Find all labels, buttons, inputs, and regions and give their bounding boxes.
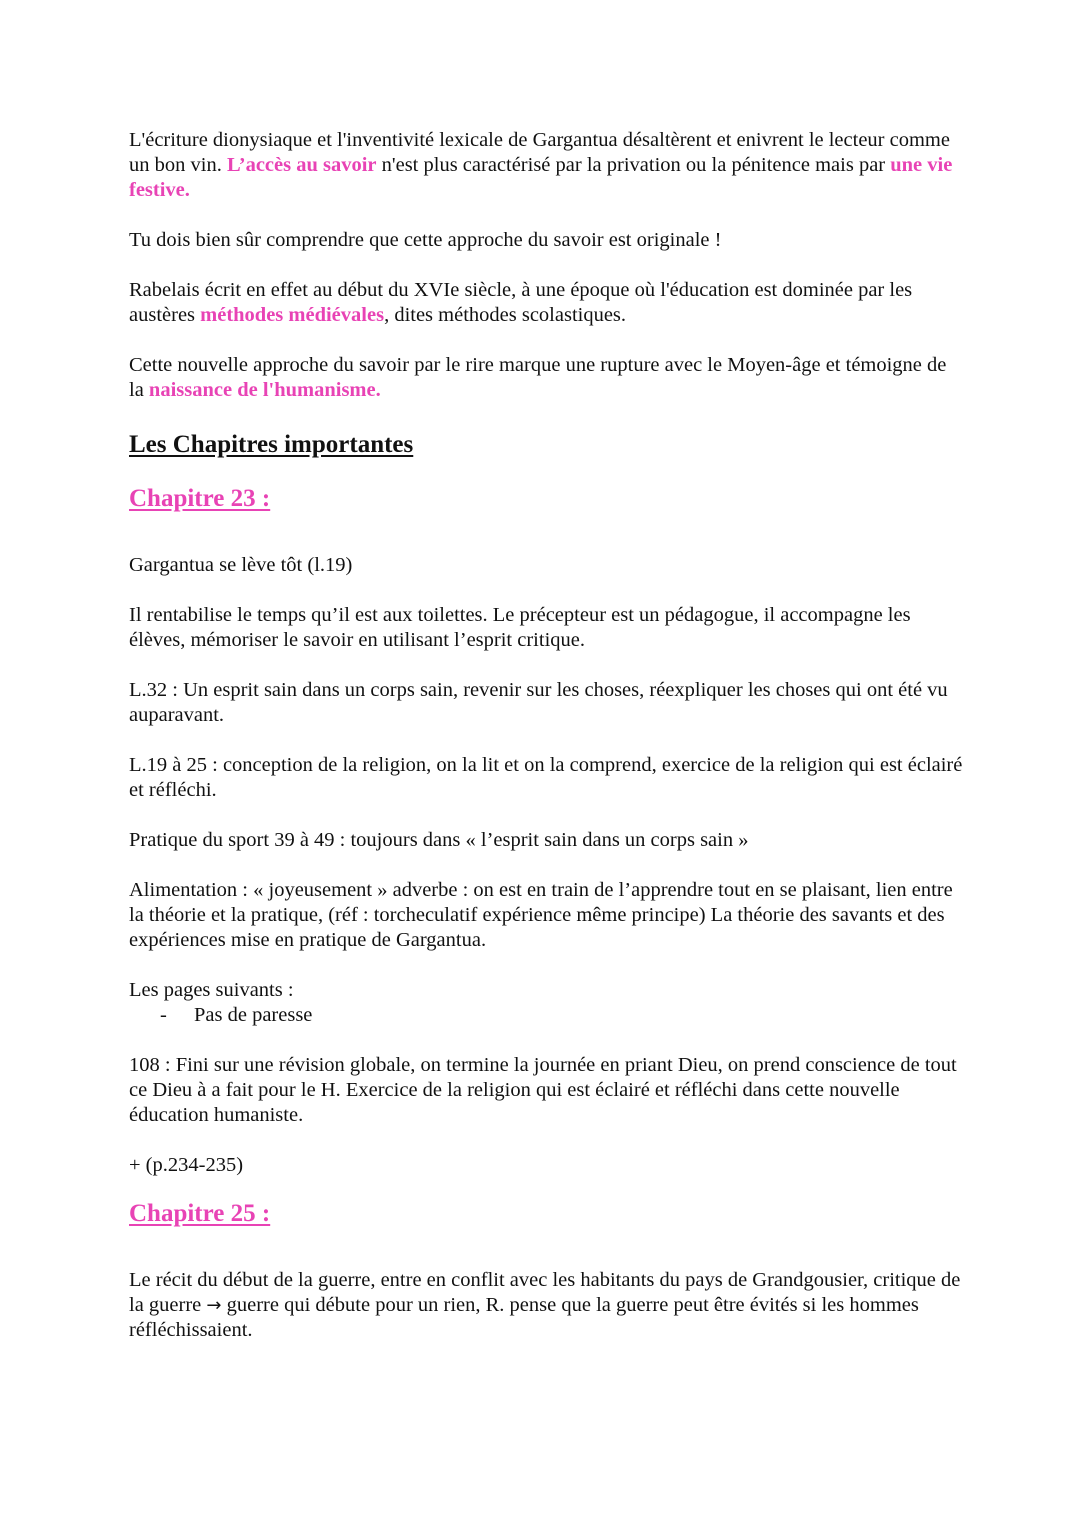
chapter-23-paragraph: + (p.234-235) [129, 1154, 244, 1176]
intro-text: , dites méthodes scolastiques. [384, 304, 627, 326]
section-heading: Les Chapitres importantes [129, 431, 414, 458]
chapter-23-paragraph: L.32 : Un esprit sain dans un corps sain, revenir sur les choses, réexpliquer les choses qui ont été vu auparavant. [129, 679, 948, 726]
highlight-text: méthodes médiévales [200, 304, 385, 326]
intro-text: Rabelais écrit en effet au début du XVIe siècle, à une époque où l'éducation est dominée par les austères [129, 279, 913, 326]
chapter-25-text: guerre qui débute pour un rien, R. pense que la guerre peut être évités si les hommes réfléchissaient. [129, 1294, 919, 1341]
chapter-23-paragraph: Alimentation : « joyeusement » adverbe : on est en train de l’apprendre tout en se plaisant, lien entre la théorie et la pratique, (réf : torcheculatif expérience même principe) La théorie des savants et des expériences mise en pratique de Gargantua. [129, 879, 953, 951]
chapter-23-paragraph: Pratique du sport 39 à 49 : toujours dans « l’esprit sain dans un corps sain » [129, 829, 749, 851]
intro-text: L'écriture dionysiaque et l'inventivité lexicale de Gargantua désaltèrent et enivrent le lecteur comme un bon vin. [129, 129, 950, 176]
chapter-25-paragraph [129, 1268, 964, 1343]
intro-paragraph-2: Tu dois bien sûr comprendre que cette approche du savoir est originale ! [129, 229, 722, 251]
chapter-25-text: Le récit du début de la guerre, entre en conflit avec les habitants du pays de Grandgousier, critique de la guerre [129, 1269, 961, 1316]
chapter-23-paragraph: L.19 à 25 : conception de la religion, on la lit et on la comprend, exercice de la religion qui est éclairé et réfléchi. [129, 754, 963, 801]
intro-paragraph-4 [129, 353, 964, 403]
document-page [129, 128, 964, 1343]
bullet-item [129, 1003, 964, 1028]
highlight-text: une vie festive. [129, 154, 953, 201]
arrow-right-icon: → [206, 1295, 222, 1316]
chapter-23-paragraph: Il rentabilise le temps qu’il est aux toilettes. Le précepteur est un pédagogue, il accompagne les élèves, mémoriser le savoir en utilisant l’esprit critique. [129, 604, 911, 651]
chapter-23-heading: Chapitre 23 : [129, 485, 271, 512]
intro-paragraph-3 [129, 278, 964, 328]
chapter-25-heading: Chapitre 25 : [129, 1200, 271, 1227]
chapter-23-paragraph: Gargantua se lève tôt (l.19) [129, 554, 353, 576]
bullet-dash: - [160, 1004, 167, 1026]
chapter-23-paragraph: Les pages suivants : [129, 979, 294, 1001]
intro-text: n'est plus caractérisé par la privation ou la pénitence mais par [376, 154, 891, 176]
highlight-text: L’accès au savoir [226, 154, 377, 176]
bullet-text: Pas de paresse [194, 1004, 313, 1026]
highlight-text: naissance de l'humanisme. [148, 379, 381, 401]
intro-text: Cette nouvelle approche du savoir par le rire marque une rupture avec le Moyen-âge et témoigne de la [129, 354, 947, 401]
intro-paragraph-1 [129, 128, 964, 203]
chapter-23-paragraph: 108 : Fini sur une révision globale, on termine la journée en priant Dieu, on prend conscience de tout ce Dieu à a fait pour le H. Exercice de la religion qui est éclairé et réfléchi dans cette nouvelle éducation humaniste. [129, 1054, 957, 1126]
